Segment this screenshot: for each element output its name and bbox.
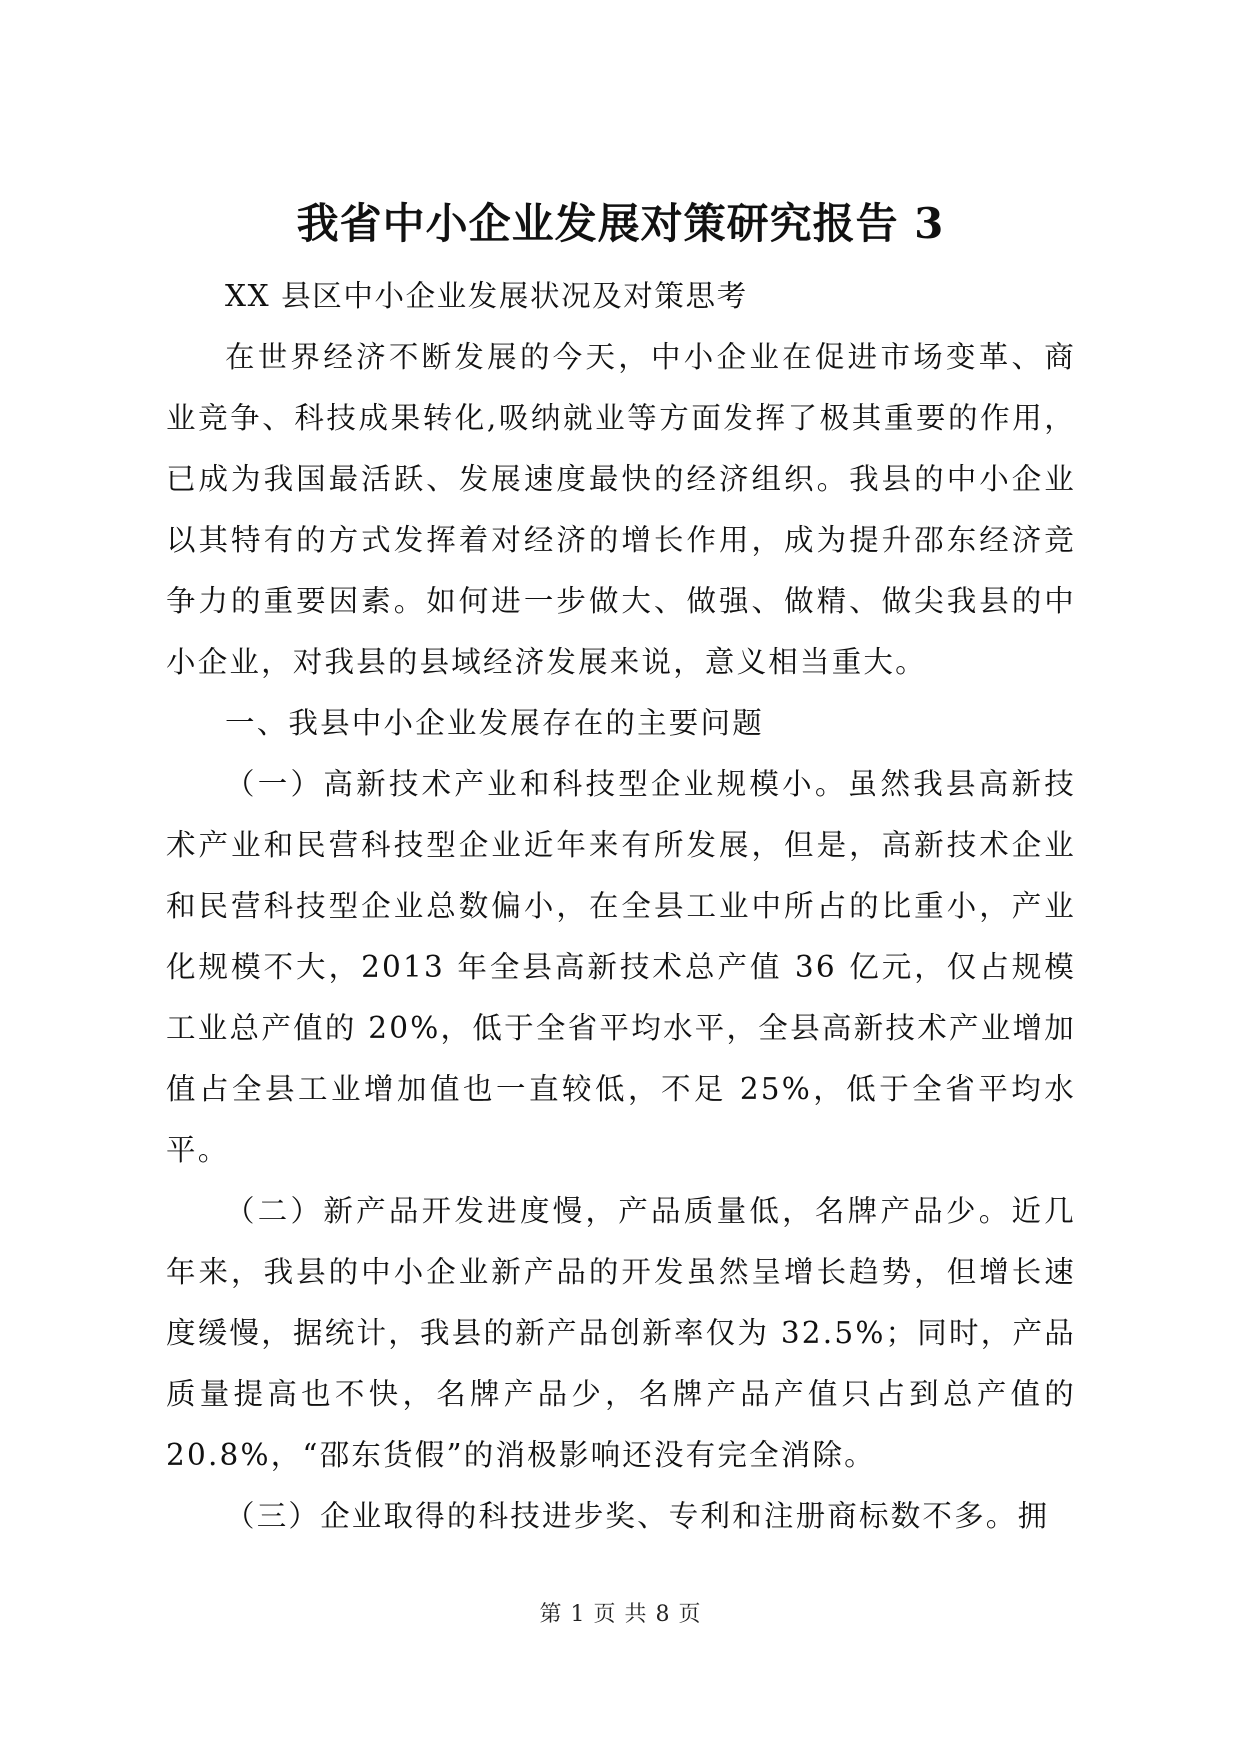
document-body (166, 266, 1076, 1547)
paragraph-intro: 在世界经济不断发展的今天，中小企业在促进市场变革、商业竞争、科技成果转化,吸纳就业等方面发挥了极其重要的作用，已成为我国最活跃、发展速度最快的经济组织。我县的中小企业以其特有的方式发挥着对经济的增长作用，成为提升邵东经济竞争力的重要因素。如何进一步做大、做强、做精、做尖我县的中小企业，对我县的县域经济发展来说，意义相当重大。 (166, 340, 1076, 679)
section-heading: 一、我县中小企业发展存在的主要问题 (225, 706, 764, 740)
page-footer: 第 1 页 共 8 页 (539, 1602, 702, 1627)
document-title: 我省中小企业发展对策研究报告 3 (296, 199, 945, 248)
paragraph-item-1: （一）高新技术产业和科技型企业规模小。虽然我县高新技术产业和民营科技型企业近年来有所发展，但是，高新技术企业和民营科技型企业总数偏小，在全县工业中所占的比重小，产业化规模不大，2013 年全县高新技术总产值 36 亿元，仅占规模工业总产值的 20%，低于全省平均水平，全县高新技术产业增加值占全县工业增加值也一直较低，不足 25%，低于全省平均水平。 (166, 767, 1076, 1167)
paragraph-subtitle: XX 县区中小企业发展状况及对策思考 (225, 279, 748, 313)
paragraph-item-2: （二）新产品开发进度慢，产品质量低，名牌产品少。近几年来，我县的中小企业新产品的开发虽然呈增长趋势，但增长速度缓慢，据统计，我县的新产品创新率仅为 32.5%；同时，产品质量提高也不快，名牌产品少，名牌产品产值只占到总产值的 20.8%，“邵东货假”的消极影响还没有完全消除。 (166, 1194, 1076, 1472)
paragraph-item-3: （三）企业取得的科技进步奖、专利和注册商标数不多。拥 (225, 1499, 1050, 1533)
